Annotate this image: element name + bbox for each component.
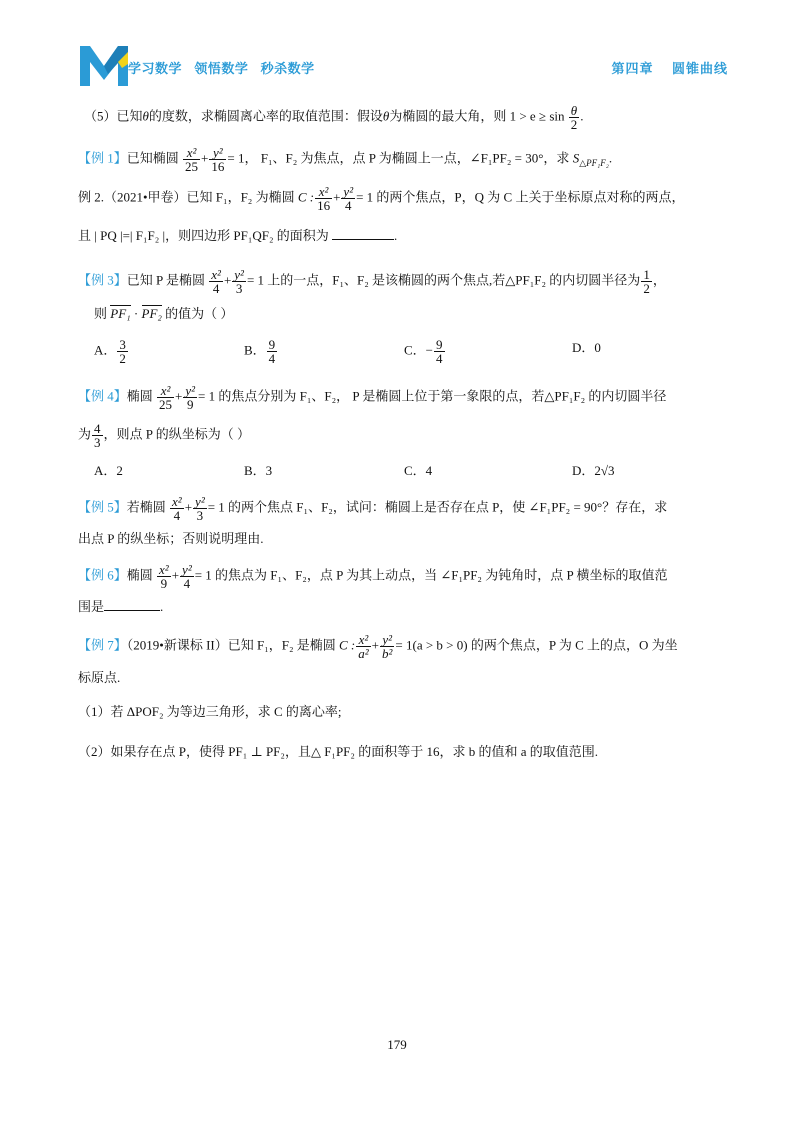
fraction: $\frac{\text{x²}}{4}$ (172, 494, 182, 523)
fraction: $\frac{\text{y²}}{4}$ (343, 184, 354, 213)
example-tag: 【例 1】 (78, 150, 127, 166)
example-tag: 【例 7】 (78, 637, 127, 653)
answer-blank[interactable] (104, 598, 160, 611)
header-tagline: 学习数学 领悟数学 秒杀数学 (128, 61, 315, 76)
example-tag: 【例 5】 (78, 499, 127, 515)
tip-text: （5）已知 (84, 108, 143, 124)
example-6-line-2: 围是 . (78, 599, 164, 614)
fraction: $\frac{\text{y²}}{3}$ (195, 494, 205, 523)
fraction: $\frac{\text{y²}}{16}$ (211, 145, 225, 174)
fraction: $\frac{\text{x²}}{4}$ (211, 267, 221, 296)
theta-symbol: θ (382, 108, 390, 124)
tip-text: 的度数，求椭圆离心率的取值范围：假设 (148, 108, 383, 124)
example-5: 【例 5】若椭圆 $\frac{\text{x²}}{4}$ + $\frac{\text{y²}}{3}$ = 1 的两个焦点 F₁、F₂，试问：椭圆上是否存在点 P，使 ∠F₁PF₂ = 90°？存在，求 (78, 494, 668, 523)
fraction: $\frac{\text{y²}}{4}$ (182, 562, 192, 591)
example-tag: 【例 6】 (78, 567, 127, 583)
option-a[interactable]: A．2 (94, 463, 123, 478)
example-tag: 【例 4】 (78, 388, 127, 404)
answer-blank[interactable] (332, 227, 394, 240)
example-3-line-2: 则 PF₁ · PF₂ 的值为（ ） (94, 306, 234, 321)
vector-pf2: PF₂ (141, 306, 162, 321)
example-1: 【例 1】已知椭圆 $\frac{\text{x²}}{25}$ + $\frac{\text{y²}}{16}$ = 1， F₁、F₂ 为焦点，点 P 为椭圆上一点，∠F₁PF₂ = 30°，求 $S_{\triangle PF_1F_2}$. (78, 145, 613, 174)
example-7-line-2: 标原点. (78, 670, 121, 685)
fraction: $\frac{\text{x²}}{25}$ (185, 145, 199, 174)
chapter-title: 第四章 圆锥曲线 (611, 61, 728, 76)
option-b[interactable]: B．3 (244, 463, 273, 478)
option-c[interactable]: C．4 (404, 463, 433, 478)
example-4: 【例 4】椭圆 $\frac{\text{x²}}{25}$ + $\frac{\text{y²}}{9}$ = 1 的焦点分别为 F₁、F₂， P 是椭圆上位于第一象限的点，若△PF₁F₂ 的内切圆半径 (78, 383, 667, 412)
vector-pf1: PF₁ (110, 306, 131, 321)
fraction: $\frac{4}{3}$ (94, 421, 101, 450)
fraction: $\frac{\text{x²}}{16}$ (317, 184, 331, 213)
page-header (78, 42, 728, 87)
fraction: $\frac{\text{y²}}{3}$ (234, 267, 244, 296)
example-7-question-2: （2）如果存在点 P，使得 PF₁ ⊥ PF₂，且△ F₁PF₂ 的面积等于 16，求 b 的值和 a 的取值范围. (78, 744, 598, 759)
inequality: 1 > e ≥ sin (509, 108, 565, 124)
option-c[interactable]: C．− $\frac{9}{4}$ (404, 337, 443, 366)
option-d[interactable]: D．0 (572, 340, 601, 355)
fraction: $\frac{\text{y²}}{\text{b²}}$ (382, 632, 393, 661)
fraction: $\frac{\text{y²}}{9}$ (185, 383, 196, 412)
example-6: 【例 6】椭圆 $\frac{\text{x²}}{9}$ + $\frac{\text{y²}}{4}$ = 1 的焦点为 F₁、F₂，点 P 为其上动点，当 ∠F₁PF₂ 为钝角时，点 P 横坐标的取值范 (78, 562, 668, 591)
fraction: $\frac{\theta}{2}$ (570, 103, 578, 132)
fraction: $\frac{\text{x²}}{\text{a²}}$ (358, 632, 369, 661)
example-2: 例 2.（2021•甲卷）已知 F₁，F₂ 为椭圆 C : $\frac{\text{x²}}{16}$ + $\frac{\text{y²}}{4}$ = 1 的两个焦点，P，Q 为 C 上关于坐标原点对称的两点， (78, 184, 685, 213)
tip-text: 为椭圆的最大角，则 (389, 108, 507, 124)
option-b[interactable]: B． $\frac{9}{4}$ (244, 337, 276, 366)
example-7: 【例 7】（2019•新课标 II）已知 F₁，F₂ 是椭圆 C : $\frac{\text{x²}}{\text{a²}}$ + $\frac{\text{y²}}{\text{b²}}$ = 1(a > b > 0) 的两个焦点，P 为 C 上的点，O 为坐 (78, 632, 678, 661)
logo-icon (78, 42, 130, 87)
example-3: 【例 3】已知 P 是椭圆 $\frac{\text{x²}}{4}$ + $\frac{\text{y²}}{3}$ = 1 上的一点，F₁、F₂ 是该椭圆的两个焦点,若△PF₁F₂ 的内切圆半径为 $\frac{1}{2}$ ， (78, 267, 666, 296)
page-number: 179 (387, 1037, 407, 1052)
fraction: $\frac{\text{x²}}{9}$ (159, 562, 169, 591)
theta-symbol: θ (142, 108, 149, 124)
option-a[interactable]: A． $\frac{3}{2}$ (94, 337, 126, 366)
fraction: $\frac{1}{2}$ (643, 267, 650, 296)
option-d[interactable]: D．2√3 (572, 463, 615, 478)
example-5-line-2: 出点 P 的纵坐标；否则说明理由. (78, 531, 264, 546)
example-4-line-2: 为 $\frac{4}{3}$ ，则点 P 的纵坐标为（ ） (78, 421, 251, 450)
example-7-question-1: （1）若 ΔPOF₂ 为等边三角形，求 C 的离心率; (78, 704, 342, 719)
tip-5: （5）已知θ的度数，求椭圆离心率的取值范围：假设θ为椭圆的最大角，则 1 > e ≥ sin $\frac{\theta}{2}$ . (84, 103, 584, 132)
example-2-line-2: 且 | PQ |=| F₁F₂ |，则四边形 PF₁QF₂ 的面积为 . (78, 228, 398, 243)
fraction: $\frac{\text{x²}}{25}$ (159, 383, 173, 412)
example-tag: 【例 3】 (78, 272, 127, 288)
